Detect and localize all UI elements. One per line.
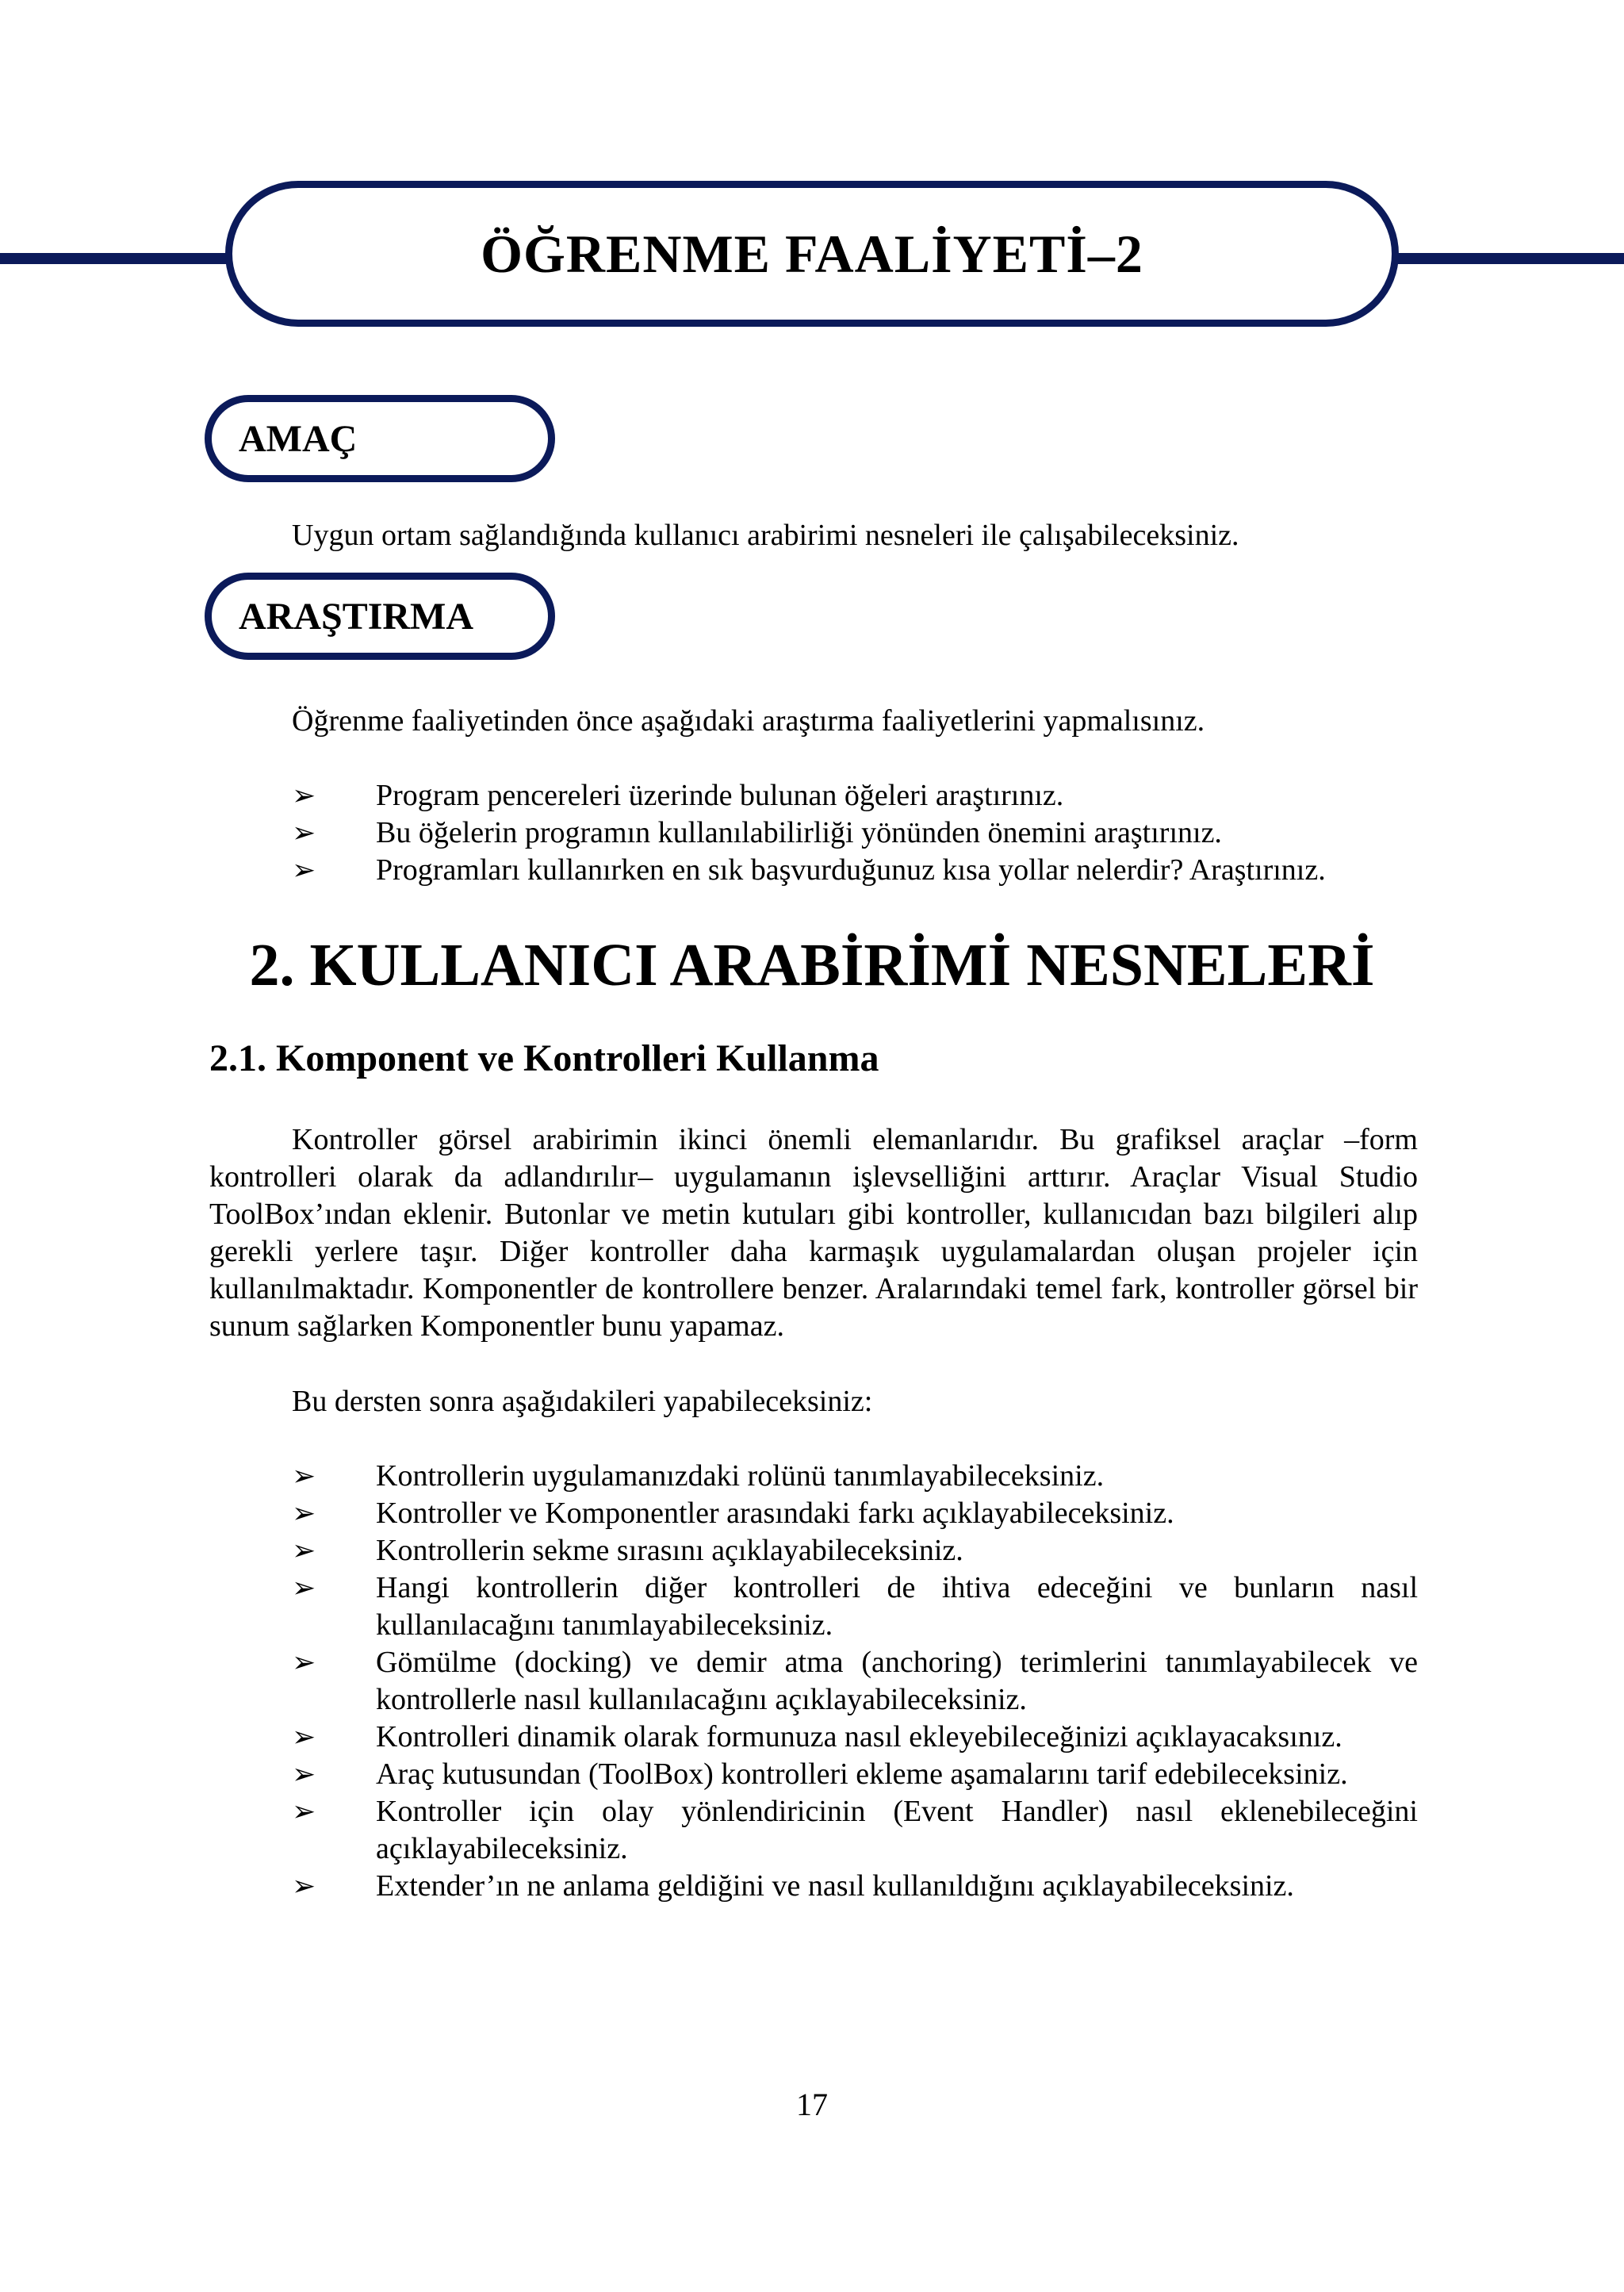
subsection-title: 2.1. Komponent ve Kontrolleri Kullanma xyxy=(209,1037,879,1079)
section-title: 2. KULLANICI ARABİRİMİ NESNELERİ xyxy=(249,932,1375,998)
amac-label: AMAÇ xyxy=(239,417,358,460)
list-item: ➢ Program pencereleri üzerinde bulunan öğeleri araştırınız. xyxy=(292,777,1419,814)
activity-title: ÖĞRENME FAALİYETİ–2 xyxy=(481,223,1143,284)
objectives-list xyxy=(292,1458,1418,1905)
arrow-bullet-icon: ➢ xyxy=(292,1646,316,1679)
arastirma-label-box xyxy=(205,573,555,660)
arrow-bullet-icon: ➢ xyxy=(292,1497,316,1530)
arastirma-label: ARAŞTIRMA xyxy=(239,595,474,638)
list-item: ➢ Extender’ın ne anlama geldiğini ve nasıl kullanıldığını açıklayabileceksiniz. xyxy=(292,1868,1418,1905)
banner-left-line xyxy=(0,253,238,264)
arrow-bullet-icon: ➢ xyxy=(292,780,316,812)
list-item: ➢ Gömülme (docking) ve demir atma (anchoring) terimlerini tanımlayabilecek ve kontrollerle nasıl kullanılacağını açıklayabileceksiniz. xyxy=(292,1646,1418,1716)
list-item: ➢ Kontroller için olay yönlendiricinin (Event Handler) nasıl eklenebileceğini açıklayabileceksiniz. xyxy=(292,1795,1418,1865)
arrow-bullet-icon: ➢ xyxy=(292,1460,316,1493)
list-item: ➢ Bu öğelerin programın kullanılabilirliği yönünden önemini araştırınız. xyxy=(292,814,1419,852)
list-item: ➢ Araç kutusundan (ToolBox) kontrolleri ekleme aşamalarını tarif edebileceksiniz. xyxy=(292,1756,1418,1793)
page-number: 17 xyxy=(796,2087,828,2122)
list-item: ➢ Hangi kontrollerin diğer kontrolleri de ihtiva edeceğini ve bunların nasıl kullanılacağını tanımlayabileceksiniz. xyxy=(292,1571,1418,1642)
arastirma-list xyxy=(292,777,1419,889)
arrow-bullet-icon: ➢ xyxy=(292,1870,316,1903)
amac-text: Uygun ortam sağlandığında kullanıcı arabirimi nesneleri ile çalışabileceksiniz. xyxy=(292,519,1239,552)
objectives-lead: Bu dersten sonra aşağıdakileri yapabileceksiniz: xyxy=(292,1385,873,1418)
arrow-bullet-icon: ➢ xyxy=(292,1758,316,1791)
arrow-bullet-icon: ➢ xyxy=(292,1721,316,1753)
list-item: ➢ Kontroller ve Komponentler arasındaki farkı açıklayabileceksiniz. xyxy=(292,1495,1418,1532)
activity-banner xyxy=(225,181,1399,327)
arrow-bullet-icon: ➢ xyxy=(292,1572,316,1604)
arastirma-intro: Öğrenme faaliyetinden önce aşağıdaki araştırma faaliyetlerini yapmalısınız. xyxy=(292,704,1205,738)
intro-paragraph: Kontroller görsel arabirimin ikinci önemli elemanlarıdır. Bu grafiksel araçlar –form kontrolleri olarak da adlandırılır– uygulamanın işlevselliğini arttırır. Araçlar Visual Studio ToolBox’ından eklenir. Butonlar ve metin kutuları gibi kontroller, kullanıcıdan bazı bilgileri alıp gerekli yerlere taşır. Diğer kontroller daha karmaşık uygulamalardan oluşan projeler için kullanılmaktadır. Komponentler de kontrollere benzer. Aralarındaki temel fark, kontroller görsel bir sunum sağlarken Komponentler bunu yapamaz. xyxy=(209,1123,1418,1343)
arrow-bullet-icon: ➢ xyxy=(292,817,316,849)
amac-label-box xyxy=(205,395,555,482)
list-item: ➢ Kontrollerin uygulamanızdaki rolünü tanımlayabileceksiniz. xyxy=(292,1458,1418,1495)
arrow-bullet-icon: ➢ xyxy=(292,1535,316,1567)
list-item: ➢ Kontrollerin sekme sırasını açıklayabileceksiniz. xyxy=(292,1532,1418,1570)
arrow-bullet-icon: ➢ xyxy=(292,1796,316,1828)
arrow-bullet-icon: ➢ xyxy=(292,854,316,887)
banner-right-line xyxy=(1388,253,1624,264)
list-item: ➢ Kontrolleri dinamik olarak formunuza nasıl ekleyebileceğinizi açıklayacaksınız. xyxy=(292,1719,1418,1756)
list-item: ➢ Programları kullanırken en sık başvurduğunuz kısa yollar nelerdir? Araştırınız. xyxy=(292,852,1419,889)
